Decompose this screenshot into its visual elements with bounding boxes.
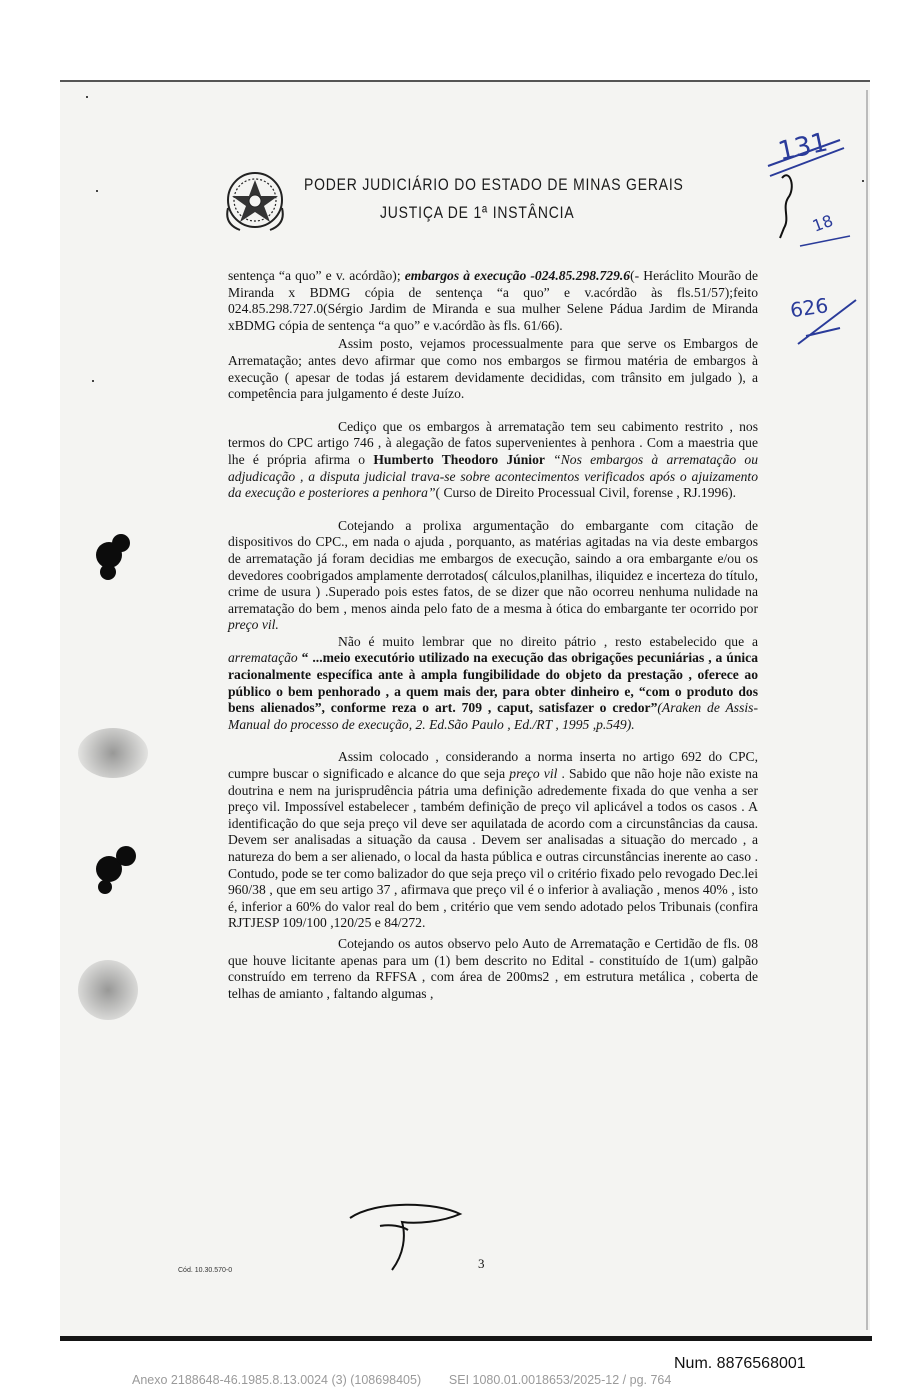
punch-hole-blot xyxy=(116,846,136,866)
text-run-italic: preço vil xyxy=(509,766,558,782)
text-run: ( Curso de Direito Processual Civil, forense , RJ.1996). xyxy=(435,485,737,501)
annotation-middle: 18 xyxy=(809,210,836,236)
paragraph-3 xyxy=(228,419,758,502)
form-code: Cód. 10.30.570-0 xyxy=(178,1267,233,1274)
document-body xyxy=(228,268,758,1002)
quote-italic: “Nos embargos à arrematação ou adjudicação , a disputa judicial trava-se sobre acontecimentos verificados após o ajuizamento da execução e posteriores a penhora” xyxy=(228,451,759,501)
document-number: Num. 8876568001 xyxy=(674,1355,806,1372)
paragraph-1 xyxy=(228,268,758,334)
signature xyxy=(346,1196,466,1274)
text-run: Assim colocado , considerando a norma inserta no artigo 692 do CPC, cumpre buscar o significado e alcance do que seja xyxy=(228,749,758,782)
text-run: (- Heráclito Mourão de Miranda x BDMG cópia de sentença “a quo” e v.acórdão às fls.51/57);feito 024.85.298.727.0(Sérgio Jardim de Miranda e sua mulher Selene Pádua Jardim de Miranda xBDMG cópia de sentença “a quo” e v.acórdão às fls. 61/66). xyxy=(228,268,758,333)
text-run-bold-italic: embargos à execução -024.85.298.729.6 xyxy=(404,268,631,283)
scan-speck xyxy=(92,380,94,382)
quote-bold: “ ...meio executório utilizado na execução das obrigações pecuniárias , a única racionalmente específica ante à ampla fungibilidade do objeto da prestação , oferece ao público o bem penhorado , a quem mais der, para obter dinheiro e, “com o produto dos bens alienados”, conforme reza o art. 709 , caput, satisfazer o credor” xyxy=(228,650,758,716)
citation-italic: (Araken de Assis- Manual do processo de execução, 2. Ed.São Paulo , Ed./RT , 1995 ,p.549). xyxy=(228,700,758,732)
text-run: Cediço que os embargos à arrematação tem seu cabimento restrito , nos termos do CPC artigo 746 , à alegação de fatos supervenientes à penhora . Com a maestria que lhe é própria afirma o xyxy=(228,418,758,467)
coat-of-arms-icon xyxy=(220,168,290,234)
text-run: . Sabido que não hoje não existe na doutrina e nem na jurisprudência pátria uma definição adredemente fixada do que venha a ser preço vil. Impossível estabelecer , também definição de preço vil aplicável a todos os casos . A identificação do que seja preço vil deve ser aquilatada de acordo com a circunstâncias da causa. Devem ser analisadas a situação da causa . Devem ser analisadas a situação do mercado , a natureza do bem a ser alienado, o local da hasta pública e outras circunstâncias inerente ao caso . Contudo, pode se ter como balizador do que seja preço vil o critério fixado pelo revogado Dec.lei 960/38 , que em seu artigo 37 , afirmava que preço vil é o inferior à avaliação , menos 40% , isto é, inferior a 60% do valor real do bem , critério que vem sendo adotado pelos Tribunais (confira RJTJESP 109/100 ,120/25 e 84/272. xyxy=(228,766,759,931)
scan-speck xyxy=(86,96,88,98)
punch-hole-blot xyxy=(98,880,112,894)
scan-smudge xyxy=(78,960,138,1020)
text-run-italic: preço vil. xyxy=(228,617,279,633)
scan-smudge xyxy=(78,728,148,778)
paragraph-7: Cotejando os autos observo pelo Auto de Arrematação e Certidão de fls. 08 que houve licitante apenas para um (1) bem descrito no Edital - constituído de 1(um) galpão construído em terreno da RFFSA , com área de 200ms2 , em estrutura metálica , coberta de telhas de amianto , faltando algumas , xyxy=(228,935,758,1001)
paragraph-4 xyxy=(228,518,758,634)
header-instance: JUSTIÇA DE 1ª INSTÂNCIA xyxy=(380,203,575,222)
text-run-bold: Humberto Theodoro Júnior xyxy=(373,451,545,467)
text-run: Cotejando a prolixa argumentação do embargante com citação de dispositivos do CPC., em nada o ajuda , porquanto, as matérias agitadas na via deste embargos de arrematação já foram decidias me embargos de execução, saindo a ora embargante e/ou os devedores coobrigados amplamente derrotados( cálculos,planilhas, iliquidez e incerteza do título, crime de usura ) .Superado pois estes fatos, de se dizer que não ocorreu nenhuma nulidade na arrematação do bem , menos ainda pelo fato de a mesma à ótica do embargante ter ocorrido por xyxy=(228,517,758,616)
punch-hole-blot xyxy=(100,564,116,580)
header-court-name: PODER JUDICIÁRIO DO ESTADO DE MINAS GERAIS xyxy=(304,175,684,194)
handwritten-annotations xyxy=(760,118,870,378)
annotation-bottom: 626 xyxy=(788,293,830,323)
footer-reference: Anexo 2188648-46.1985.8.13.0024 (3) (108698405) SEI 1080.01.0018653/2025-12 / pg. 764 xyxy=(132,1373,672,1387)
paragraph-6 xyxy=(228,749,758,932)
text-run: Não é muito lembrar que no direito pátrio , resto estabelecido que a xyxy=(338,633,758,649)
paragraph-2: Assim posto, vejamos processualmente para que serve os Embargos de Arrematação; antes devo afirmar que como nos embargos se firmou matéria de embargos à execução ( apesar de todas já estarem devidamente decididas, com trânsito em julgado ), a competência para julgamento é deste Juízo. xyxy=(228,336,758,402)
scan-border xyxy=(60,1336,872,1341)
page-number: 3 xyxy=(478,1256,485,1271)
annotation-top: 131 xyxy=(775,127,831,168)
text-run-italic: arrematação xyxy=(228,650,298,666)
paragraph-5 xyxy=(228,634,758,734)
text-run: sentença “a quo” e v. acórdão); xyxy=(228,268,405,283)
scan-speck xyxy=(96,190,98,192)
punch-hole-blot xyxy=(112,534,130,552)
